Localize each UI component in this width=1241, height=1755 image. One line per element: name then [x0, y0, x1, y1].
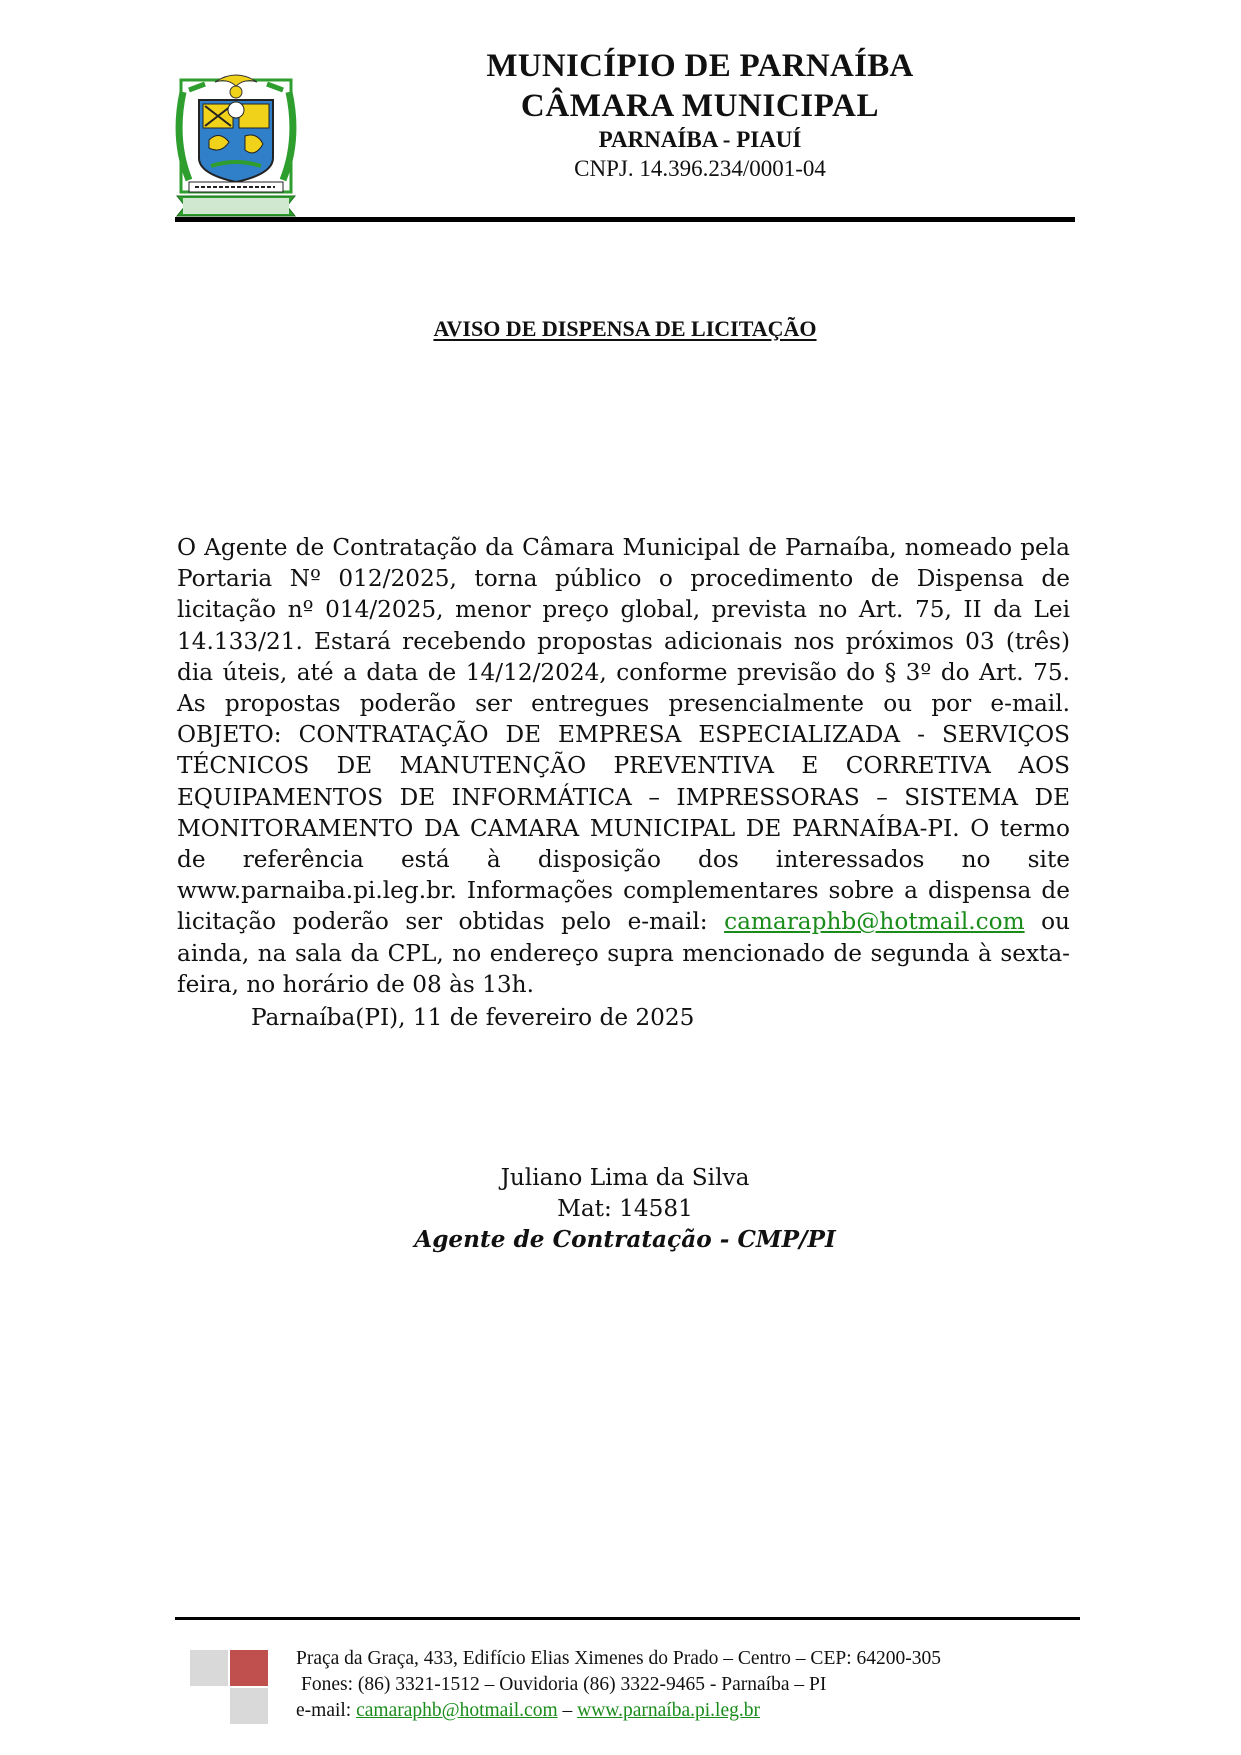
signatory-registration: Mat: 14581 — [557, 1195, 693, 1222]
footer-email-link[interactable]: camaraphb@hotmail.com — [356, 1700, 558, 1721]
gray-block — [230, 1688, 268, 1724]
footer-address: Praça da Graça, 433, Edifício Elias Ximenes do Prado – Centro – CEP: 64200-305 — [296, 1648, 941, 1669]
gray-block — [190, 1650, 228, 1686]
notice-paragraph — [177, 532, 1070, 1000]
place-date: Parnaíba(PI), 11 de fevereiro de 2025 — [251, 1004, 695, 1031]
footer-email-label: e-mail: — [296, 1700, 352, 1721]
red-block — [230, 1650, 268, 1686]
header-divider — [175, 217, 1075, 222]
notice-text-part1: O Agente de Contratação da Câmara Municipal de Parnaíba, nomeado pela Portaria Nº 012/2025, torna público o procedimento de Dispensa de licitação nº 014/2025, menor preço global, prevista no Art. 75, II da Lei 14.133/21. Estará recebendo propostas adicionais nos próximos 03 (três) dia úteis, até a data de 14/12/2024, conforme previsão do § 3º do Art. 75. As propostas poderão ser entregues presencialmente ou por e-mail. OBJETO: CONTRATAÇÃO DE EMPRESA ESPECIALIZADA - SERVIÇOS TÉCNICOS DE MANUTENÇÃO PREVENTIVA E CORRETIVA AOS EQUIPAMENTOS DE INFORMÁTICA – IMPRESSORAS – SISTEMA DE MONITORAMENTO DA CAMARA MUNICIPAL DE PARNAÍBA-PI. O termo de referência está à disposição dos interessados no site www.parnaiba.pi.leg.br. Informações complementares sobre a dispensa de licitação poderão ser obtidas pelo e-mail: — [177, 534, 1070, 936]
notice-text-part2: ou ainda, na sala da CPL, no endereço supra mencionado de segunda à sexta-feira, no horário de 08 às 13h. — [177, 908, 1070, 998]
chamber-title: CÂMARA MUNICIPAL — [520, 88, 880, 124]
city-state: PARNAÍBA - PIAUÍ — [598, 127, 802, 152]
cnpj-text: CNPJ. 14.396.234/0001-04 — [574, 156, 826, 181]
footer-phones: Fones: (86) 3321-1512 – Ouvidoria (86) 3322-9465 - Parnaíba – PI — [301, 1674, 827, 1695]
footer-contact-line — [296, 1700, 760, 1722]
footer-separator: – — [562, 1700, 573, 1721]
footer-divider — [175, 1617, 1080, 1620]
municipality-title: MUNICÍPIO DE PARNAÍBA — [486, 48, 914, 84]
document-title: AVISO DE DISPENSA DE LICITAÇÃO — [433, 316, 817, 341]
signatory-role: Agente de Contratação - CMP/PI — [414, 1226, 836, 1253]
coat-of-arms-logo — [175, 70, 297, 218]
footer-decoration-icon — [190, 1650, 270, 1730]
white-block — [190, 1688, 228, 1724]
email-link[interactable]: camaraphb@hotmail.com — [724, 908, 1025, 936]
footer-website-link[interactable]: www.parnaíba.pi.leg.br — [577, 1700, 760, 1721]
signatory-name: Juliano Lima da Silva — [500, 1164, 750, 1191]
